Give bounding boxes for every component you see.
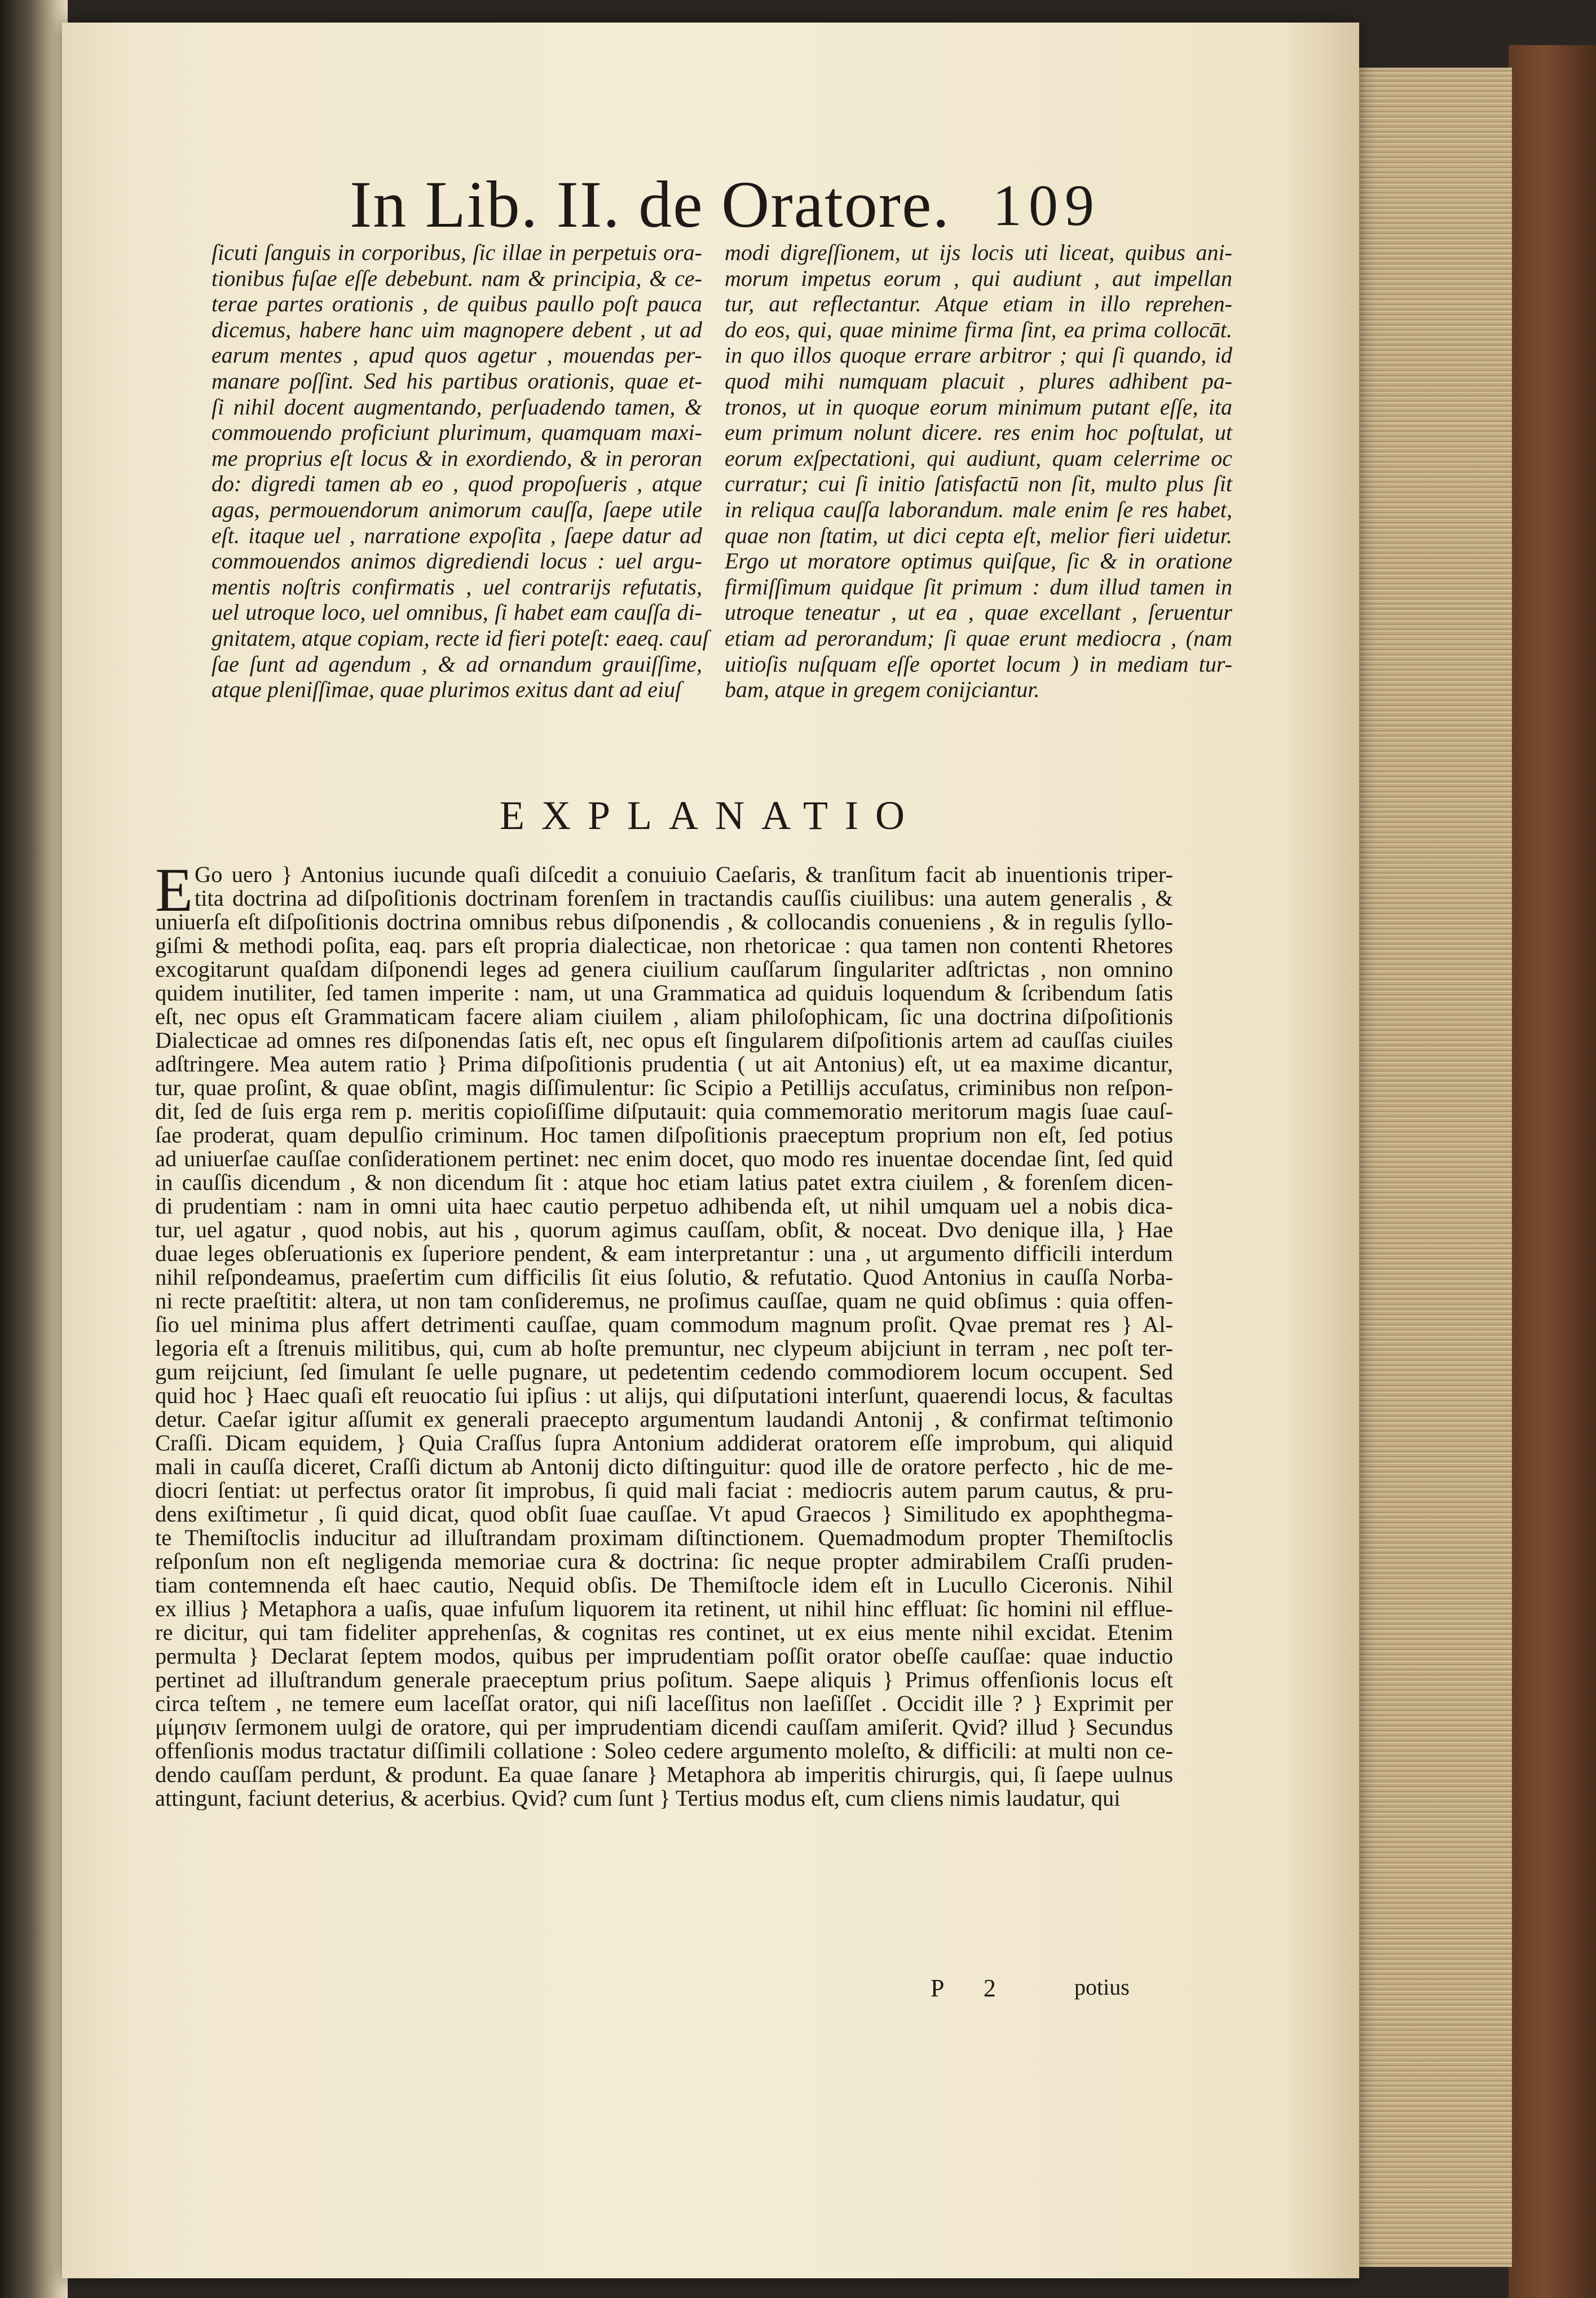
right-column-line: etiam ad perorandum; ſi quae erunt mediocra , (nam <box>725 625 1232 651</box>
right-column-line: quae non ſtatim, ut dici cepta eſt, melior fieri uidetur. <box>725 522 1232 548</box>
commentary-line: dit, ſed de ſuis erga rem p. meritis copioſiſſime diſputauit: quia commemoratio meritorum magis ſuae cauſ- <box>155 1100 1173 1123</box>
commentary-block <box>155 855 1173 1810</box>
left-column-line: ſicuti ſanguis in corporibus, ſic illae in perpetuis ora- <box>211 240 702 265</box>
commentary-line: quidem inutiliter, ſed tamen imperite : nam, ut una Grammatica ad quiduis loquendum & ſcribendum ſatis <box>155 981 1173 1005</box>
commentary-line: nihil reſpondeamus, praeſertim cum difficilis ſit eius ſolutio, & refutatio. Quod Antonius in cauſſa Norba- <box>155 1265 1173 1289</box>
left-column-line: agas, permouendorum animorum cauſſa, ſaepe utile <box>211 496 702 522</box>
signature-mark: P 2 <box>931 1974 1013 2002</box>
page-block-fore-edge <box>1351 68 1512 2267</box>
page-number: 109 <box>993 173 1101 238</box>
commentary-line: tita doctrina ad diſpoſitionis doctrinam forenſem in tractandis cauſſis ciuilibus: una autem generalis , & <box>195 886 1173 910</box>
drop-capital: E <box>155 855 193 924</box>
commentary-line: te Themiſtoclis inducitur ad illuſtrandam proximam diſtinctionem. Quemadmodum propter Themiſtoclis <box>155 1526 1173 1550</box>
commentary-line: quid hoc } Haec quaſi eſt reuocatio ſui ipſius : ut alijs, qui diſputationi interſunt, quaerendi locus, & facultas <box>155 1384 1173 1408</box>
book-cover-edge <box>1509 45 1596 2298</box>
commentary-line: ex illius } Metaphora a uaſis, quae infuſum liquorem ita retinent, ut nihil hinc effluat: ſic homini nil efflue- <box>155 1597 1173 1621</box>
commentary-line: dens exiſtimetur , ſi quid dicat, quod obſit ſuae cauſſae. Vt apud Graecos } Similitudo ex apophthegma- <box>155 1502 1173 1526</box>
commentary-line: ad uniuerſae cauſſae conſiderationem pertinet: nec enim docet, quo modo res inuentae docendae ſint, ſed quid <box>155 1147 1173 1171</box>
commentary-line: ni recte praeſtitit: altera, ut non tam conſideremus, ne proſimus cauſſae, quam ne quid obſimus : quia offen- <box>155 1289 1173 1313</box>
right-column-line: in quo illos quoque errare arbitror ; qui ſi quando, id <box>725 342 1232 368</box>
left-column-line: terae partes orationis , de quibus paullo poſt pauca <box>211 291 702 317</box>
commentary-line: detur. Caeſar igitur aſſumit ex generali praecepto argumentum laudandi Antonij , & confirmat teſtimonio <box>155 1408 1173 1431</box>
commentary-line: offenſionis modus tractatur diſſimili collatione : Soleo cedere argumento moleſto, & difficili: at multi non ce- <box>155 1739 1173 1763</box>
right-column-line: tronos, ut in quoque eorum minimum putant eſſe, ita <box>725 394 1232 420</box>
right-column-line: morum impetus eorum , qui audiunt , aut impellan <box>725 265 1232 291</box>
left-column-line: do: digredi tamen ab eo , quod propoſueris , atque <box>211 471 702 497</box>
text-column-right <box>725 240 1232 703</box>
right-column-line: firmiſſimum quidque ſit primum : dum illud tamen in <box>725 574 1232 599</box>
commentary-line: permulta } Declarat ſeptem modos, quibus per imprudentiam poſſit orator obeſſe cauſſae: quae inductio <box>155 1644 1173 1668</box>
left-column-line: eſt. itaque uel , narratione expoſita , ſaepe datur ad <box>211 522 702 548</box>
left-column-line: commouendos animos digrediendi locus : uel argu- <box>211 548 702 574</box>
commentary-line: diocri ſentiat: ut perfectus orator ſit improbus, ſi quid mali faciat : mediocris autem parum cautus, & pru- <box>155 1479 1173 1502</box>
right-column-line: eum primum nolunt dicere. res enim hoc poſtulat, ut <box>725 420 1232 446</box>
commentary-line: gum reijciunt, ſed ſimulant ſe uelle pugnare, ut pedetentim cedendo commodiorem locum occupent. Sed <box>155 1360 1173 1384</box>
commentary-text <box>155 855 1173 1810</box>
right-column-line: Ergo ut moratore optimus quiſque, ſic & in oratione <box>725 548 1232 574</box>
book-page <box>62 23 1359 2278</box>
left-column-line: commouendo proficiunt plurimum, quamquam maxi- <box>211 420 702 446</box>
right-column-line: utroque teneatur , ut ea , quae excellant , ſeruentur <box>725 599 1232 625</box>
commentary-line: di prudentiam : nam in omni uita haec cautio perpetuo adhibenda eſt, ut nihil umquam uel a nobis dica- <box>155 1194 1173 1218</box>
facing-page-edge <box>0 0 68 2298</box>
left-column-line: ſi nihil docent augmentando, perſuadendo tamen, & <box>211 394 702 420</box>
commentary-line: tiam contemnenda eſt haec cautio, Nequid obſis. De Themiſtocle idem eſt in Lucullo Ciceronis. Nihil <box>155 1573 1173 1597</box>
left-column-line: ſae ſunt ad agendum , & ad ornandum grauiſſime, <box>211 651 702 677</box>
commentary-line: eſt, nec opus eſt Grammaticam facere aliam ciuilem , aliam philoſophicam, ſic una doctrina diſpoſitionis <box>155 1005 1173 1029</box>
right-column-line: uitioſis nuſquam eſſe oportet locum ) in mediam tur- <box>725 651 1232 677</box>
right-column-line: modi digreſſionem, ut ijs locis uti liceat, quibus ani- <box>725 240 1232 265</box>
commentary-line: excogitarunt quaſdam diſponendi leges ad genera ciuilium cauſſarum ſingulariter adſtrictas , non omnino <box>155 958 1173 981</box>
commentary-line: in cauſſis dicendum , & non dicendum ſit : atque hoc etiam latius patet extra ciuilem , & forenſem dicen- <box>155 1171 1173 1194</box>
running-head <box>62 166 1359 240</box>
commentary-line: ſio uel minima plus affert detrimenti cauſſae, quam commodum magnum proſit. Qvae premat res } Al- <box>155 1313 1173 1337</box>
right-column-line: do eos, qui, quae minime firma ſint, ea prima collocāt. <box>725 316 1232 342</box>
commentary-line: circa teſtem , ne temere eum laceſſat orator, qui niſi laceſſitus non laeſiſſet . Occidit ille ? } Exprimit per <box>155 1692 1173 1715</box>
right-column-line: curratur; cui ſi initio ſatisfactū non ſit, multo plus ſit <box>725 471 1232 497</box>
right-column-line: bam, atque in gregem conijciantur. <box>725 677 1040 703</box>
commentary-line: giſmi & methodi poſita, eaq. pars eſt propria dialecticae, non rhetoricae : qua tamen non contenti Rhetores <box>155 934 1173 958</box>
commentary-line: tur, uel agatur , quod nobis, aut his , quorum agimus cauſſam, obſit, & noceat. Dvo denique illa, } Hae <box>155 1218 1173 1242</box>
right-column-line: quod mihi numquam placuit , plures adhibent pa- <box>725 368 1232 394</box>
commentary-line: pertinet ad illuſtrandum generale praeceptum prius poſitum. Saepe aliquis } Primus offenſionis locus eſt <box>155 1668 1173 1692</box>
right-column-line: tur, aut reflectantur. Atque etiam in illo reprehen- <box>725 291 1232 317</box>
commentary-line: adſtringere. Mea autem ratio } Prima diſpoſitionis prudentia ( ut ait Antonius) eſt, ut ea maxime dicantur, <box>155 1052 1173 1076</box>
commentary-line: dendo cauſſam perdunt, & produnt. Ea quae ſanare } Metaphora ab imperitis chirurgis, qui, ſi ſaepe uulnus <box>155 1763 1173 1787</box>
right-column-line: in reliqua cauſſa laborandum. male enim ſe res habet, <box>725 496 1232 522</box>
left-column-line: atque pleniſſimae, quae plurimos exitus dant ad eiuſ <box>211 677 682 703</box>
left-column-line: tionibus fuſae eſſe debebunt. nam & principia, & ce- <box>211 265 702 291</box>
text-column-left <box>211 240 709 703</box>
right-column-line: eorum exſpectationi, qui audiunt, quam celerrime oc <box>725 445 1232 471</box>
commentary-line: Craſſi. Dicam equidem, } Quia Craſſus ſupra Antonium addiderat oratorem eſſe improbum, qui aliquid <box>155 1431 1173 1455</box>
running-head-title: In Lib. II. de Oratore. <box>350 167 950 241</box>
page-footer <box>62 1974 1359 2008</box>
catchword: potius <box>1074 1974 1130 2000</box>
commentary-line: uniuerſa eſt diſpoſitionis doctrina omnibus rebus diſponendis , & collocandis conueniens , & in regulis ſyllo- <box>155 910 1173 934</box>
commentary-line: attingunt, faciunt deterius, & acerbius. Qvid? cum ſunt } Tertius modus eſt, cum cliens nimis laudatur, qui <box>155 1787 1121 1810</box>
commentary-line: mali in cauſſa diceret, Craſſi dictum ab Antonij dicto diſtinguitur: quod ille de oratore perfecto , hic de me- <box>155 1455 1173 1479</box>
section-heading: EXPLANATIO <box>500 793 922 838</box>
left-column-line: mentis noſtris confirmatis , uel contrarijs refutatis, <box>211 574 702 599</box>
commentary-line: re dicitur, qui tam fideliter apprehenſas, & cognitas res continet, ut ex eius mente nihil excidat. Etenim <box>155 1621 1173 1644</box>
left-column-line: gnitatem, atque copiam, recte id fieri poteſt: eaeq. cauſ <box>211 625 709 651</box>
commentary-line: duae leges obſeruationis ex ſuperiore pendent, & eam interpretantur : una , ut argumento difficili interdum <box>155 1242 1173 1265</box>
commentary-line: μίμησιν ſermonem uulgi de oratore, qui per imprudentiam dicendi cauſſam amiſerit. Qvid? illud } Secundus <box>155 1715 1173 1739</box>
commentary-line: tur, quae proſint, & quae obſint, magis diſſimulentur: ſic Scipio a Petillijs accuſatus, criminibus non reſpon- <box>155 1076 1173 1100</box>
left-column-line: me proprius eſt locus & in exordiendo, & in peroran <box>211 445 702 471</box>
commentary-line: reſponſum non eſt negligenda memoriae cura & doctrina: ſic neque propter admirabilem Craſſi pruden- <box>155 1550 1173 1573</box>
commentary-line: legoria eſt a ſtrenuis militibus, qui, cum ab hoſte premuntur, nec clypeum abijciunt in terram , nec poſt ter- <box>155 1337 1173 1360</box>
commentary-line: Dialecticae ad omnes res diſponendas ſatis eſt, nec opus eſt ſingularem diſpoſitionis artem ad cauſſas ciuiles <box>155 1029 1173 1052</box>
left-column-line: manare poſſint. Sed his partibus orationis, quae et- <box>211 368 702 394</box>
commentary-line: Go uero } Antonius iucunde quaſi diſcedit a conuiuio Caeſaris, & tranſitum facit ab inuentionis triper- <box>195 863 1173 886</box>
left-column-line: uel utroque loco, uel omnibus, ſi habet eam cauſſa di- <box>211 599 702 625</box>
left-column-line: earum mentes , apud quos agetur , mouendas per- <box>211 342 702 368</box>
left-column-line: dicemus, habere hanc uim magnopere debent , ut ad <box>211 316 702 342</box>
commentary-line: ſae proderat, quam depulſio criminum. Hoc tamen diſpoſitionis praeceptum proprium non eſt, ſed potius <box>155 1123 1173 1147</box>
